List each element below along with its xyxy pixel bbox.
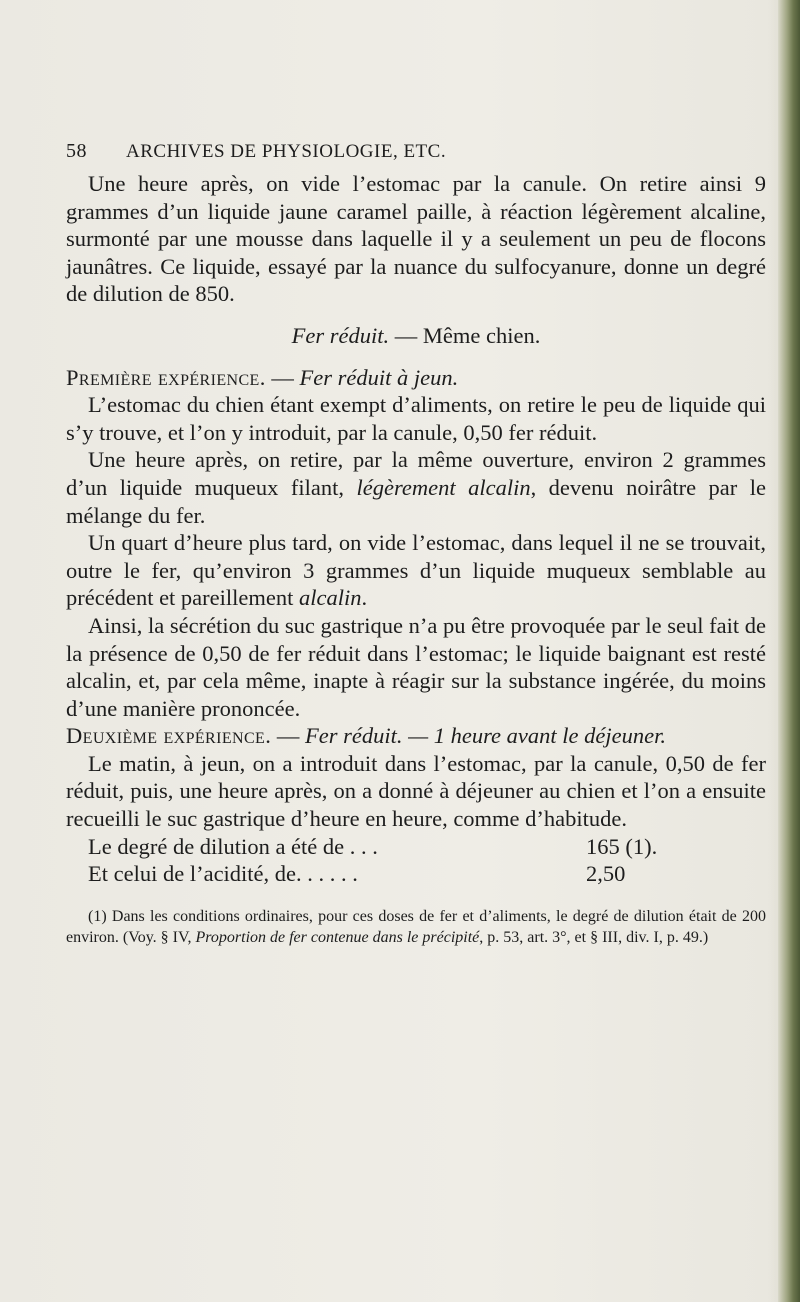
footnote-end: , p. 53, art. 3°, et § III, div. I, p. 49.) [479,928,709,946]
experiment-1-title: Fer réduit à jeun. [299,364,459,390]
page-number: 58 [66,140,87,162]
result-row-acidity [66,860,766,888]
section-heading [66,322,766,350]
acidity-label: Et celui de l’acidité, de. . . . . . [88,861,358,887]
acidity-value: 2,50 [586,861,626,887]
footnote-1 [66,906,766,948]
footnote-italic: Proportion de fer contenue dans le précipité [195,928,480,946]
paragraph-3-italic: légèrement alcalin [356,474,531,500]
experiment-2-heading [66,722,766,750]
running-header [66,140,766,163]
result-row-dilution [66,833,766,861]
page-edge-shadow [778,0,800,1302]
experiment-2-title: Fer réduit. — 1 heure avant le déjeuner. [305,723,666,749]
paragraph-4-italic: alcalin [299,585,362,611]
paragraph-4 [66,529,766,612]
section-title: Fer réduit. [291,322,390,348]
body-text [66,170,766,948]
paragraph-6: Le matin, à jeun, on a introduit dans l’estomac, par la canule, 0,50 de fer réduit, puis, une heure après, on a donné à déjeuner au chien et l’on a ensuite recueilli le suc gastrique d’heure en heure, comme d’habitude. [66,750,766,832]
paragraph-2: L’estomac du chien étant exempt d’aliments, on retire le peu de liquide qui s’y trouve, et l’on y introduit, par la canule, 0,50 fer réduit. [66,392,766,445]
paragraph-3-text: Une heure après, on retire, par la même ouverture, environ 2 grammes d’un liquide muqueux filant, [66,447,766,500]
experiment-2-label: Deuxième expérience. [66,723,272,749]
dilution-label: Le degré de dilution a été de . . . [88,833,378,859]
paragraph-4-text: Un quart d’heure plus tard, on vide l’estomac, dans lequel il ne se trouvait, outre le fer, qu’environ 3 grammes d’un liquide muqueux semblable au précédent et pareillement [66,530,766,611]
paragraph-4-end: . [361,585,368,611]
experiment-1-heading [66,364,766,392]
paragraph-5: Ainsi, la sécrétion du suc gastrique n’a pu être provoquée par le seul fait de la présence de 0,50 de fer réduit dans l’estomac; le liquide baignant est resté alcalin, et, par cela même, inapte à réagir sur la substance ingérée, du moins d’une manière prononcée. [66,612,766,721]
footnote-text: (1) Dans les conditions ordinaires, pour ces doses de fer et d’aliments, le degré de dilution était de 200 environ. (Voy. § IV, [66,907,766,946]
paragraph-3-end: , devenu noirâtre par le mélange du fer. [66,474,767,528]
footnotes [66,906,766,948]
paragraph-1: Une heure après, on vide l’estomac par la canule. On retire ainsi 9 grammes d’un liquide jaune caramel paille, à réaction légèrement alcaline, surmonté par une mousse dans laquelle il y a seulement un peu de flocons jaunâtres. Ce liquide, essayé par la nuance du sulfocyanure, donne un degré de dilution de 850. [66,171,766,307]
experiment-1-label: Première expérience. [66,364,266,390]
experiment-2-dash: — [271,723,306,749]
paragraph-3 [66,446,766,529]
experiment-1-dash: — [265,364,300,390]
dilution-value: 165 (1). [586,833,658,859]
running-title: ARCHIVES DE PHYSIOLOGIE, ETC. [126,141,447,162]
section-subtitle: — Même chien. [389,322,541,348]
